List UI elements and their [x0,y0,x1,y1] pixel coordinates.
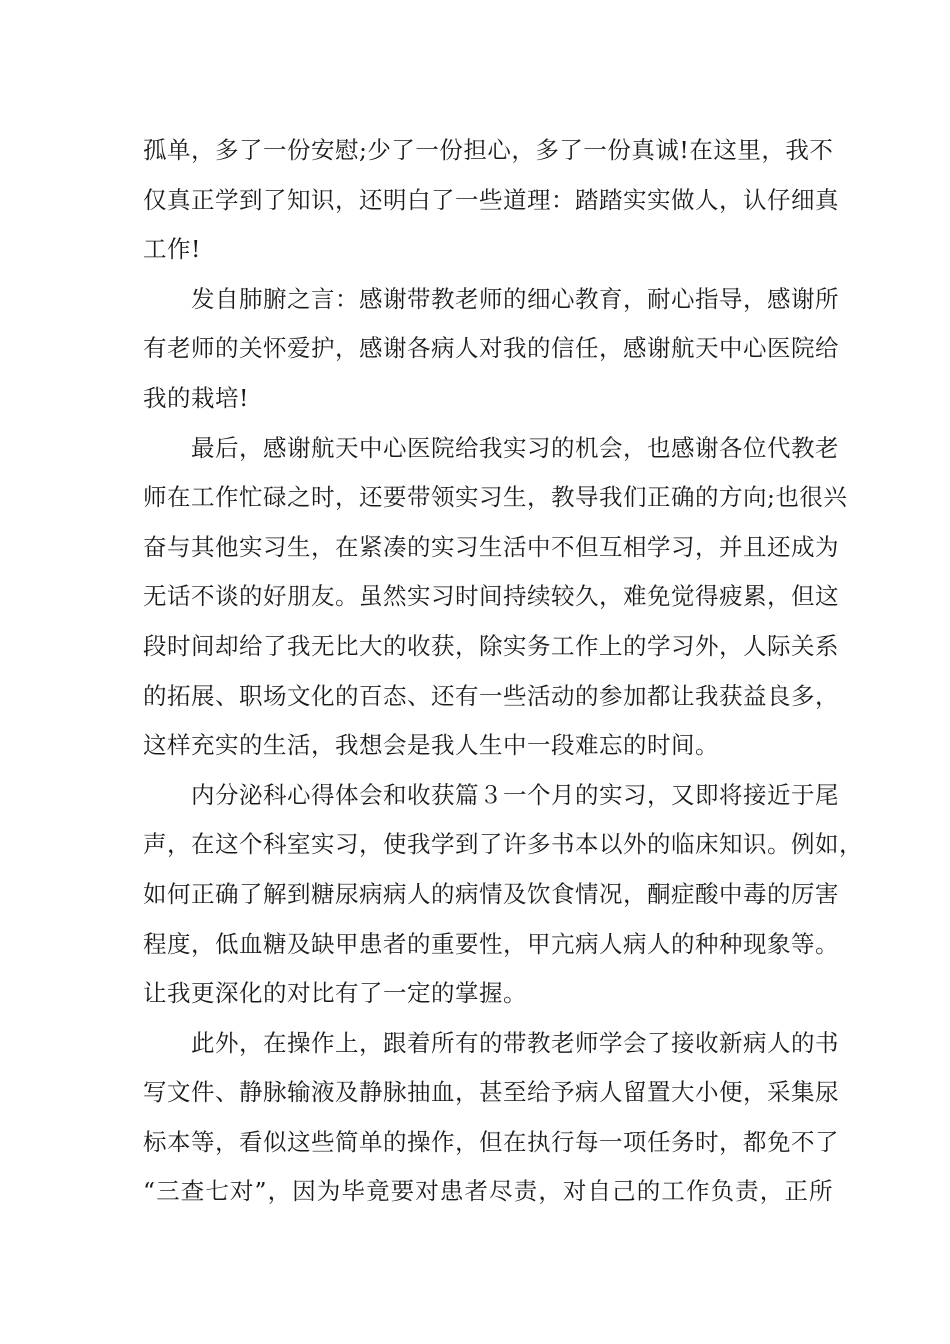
text-line: 如何正确了解到糖尿病病人的病情及饮食情况，酮症酸中毒的厉害 [143,879,839,908]
paragraph-thanks [143,275,839,424]
text-line: 工作! [143,235,201,264]
text-line: 发自肺腑之言：感谢带教老师的细心教育，耐心指导，感谢所 [191,284,839,313]
text-line: 段时间却给了我无比大的收获，除实务工作上的学习外，人际关系 [143,631,839,660]
text-line: 我的栽培! [143,383,249,412]
text-line: 内分泌科心得体会和收获篇３一个月的实习，又即将接近于尾 [191,780,839,809]
text-line: 此外，在操作上，跟着所有的带教老师学会了接收新病人的书 [191,1028,839,1057]
text-line: 让我更深化的对比有了一定的掌握。 [143,979,527,1008]
text-line: 的拓展、职场文化的百态、还有一些活动的参加都让我获益良多， [143,681,839,710]
text-line: 标本等，看似这些简单的操作，但在执行每一项任务时，都免不了 [143,1127,839,1156]
paragraph-gratitude-continued [143,126,839,275]
text-line: 仅真正学到了知识，还明白了一些道理：踏踏实实做人，认仔细真 [143,185,839,214]
document-body [143,126,863,1217]
text-line: 有老师的关怀爱护，感谢各病人对我的信任，感谢航天中心医院给 [143,334,839,363]
text-line: 声，在这个科室实习，使我学到了许多书本以外的临床知识。例如， [143,830,863,859]
paragraph-closing [143,424,848,771]
text-line: 程度，低血糖及缺甲患者的重要性，甲亢病人病人的种种现象等。 [143,929,839,958]
text-line: 师在工作忙碌之时，还要带领实习生，教导我们正确的方向;也很兴 [143,483,848,512]
text-line: 这样充实的生活，我想会是我人生中一段难忘的时间。 [143,731,719,760]
text-line: 最后，感谢航天中心医院给我实习的机会，也感谢各位代教老 [191,433,839,462]
paragraph-endocrinology-intro [143,771,863,1019]
text-line: 孤单，多了一份安慰;少了一份担心，多了一份真诚!在这里，我不 [143,136,834,164]
text-line: “三查七对”，因为毕竟要对患者尽责，对自己的工作负责，正所 [143,1177,833,1206]
text-line: 奋与其他实习生，在紧凑的实习生活中不但互相学习，并且还成为 [143,532,839,561]
text-line: 写文件、静脉输液及静脉抽血，甚至给予病人留置大小便，采集尿 [143,1078,839,1107]
paragraph-operations [143,1019,839,1217]
text-line: 无话不谈的好朋友。虽然实习时间持续较久，难免觉得疲累，但这 [143,582,839,611]
